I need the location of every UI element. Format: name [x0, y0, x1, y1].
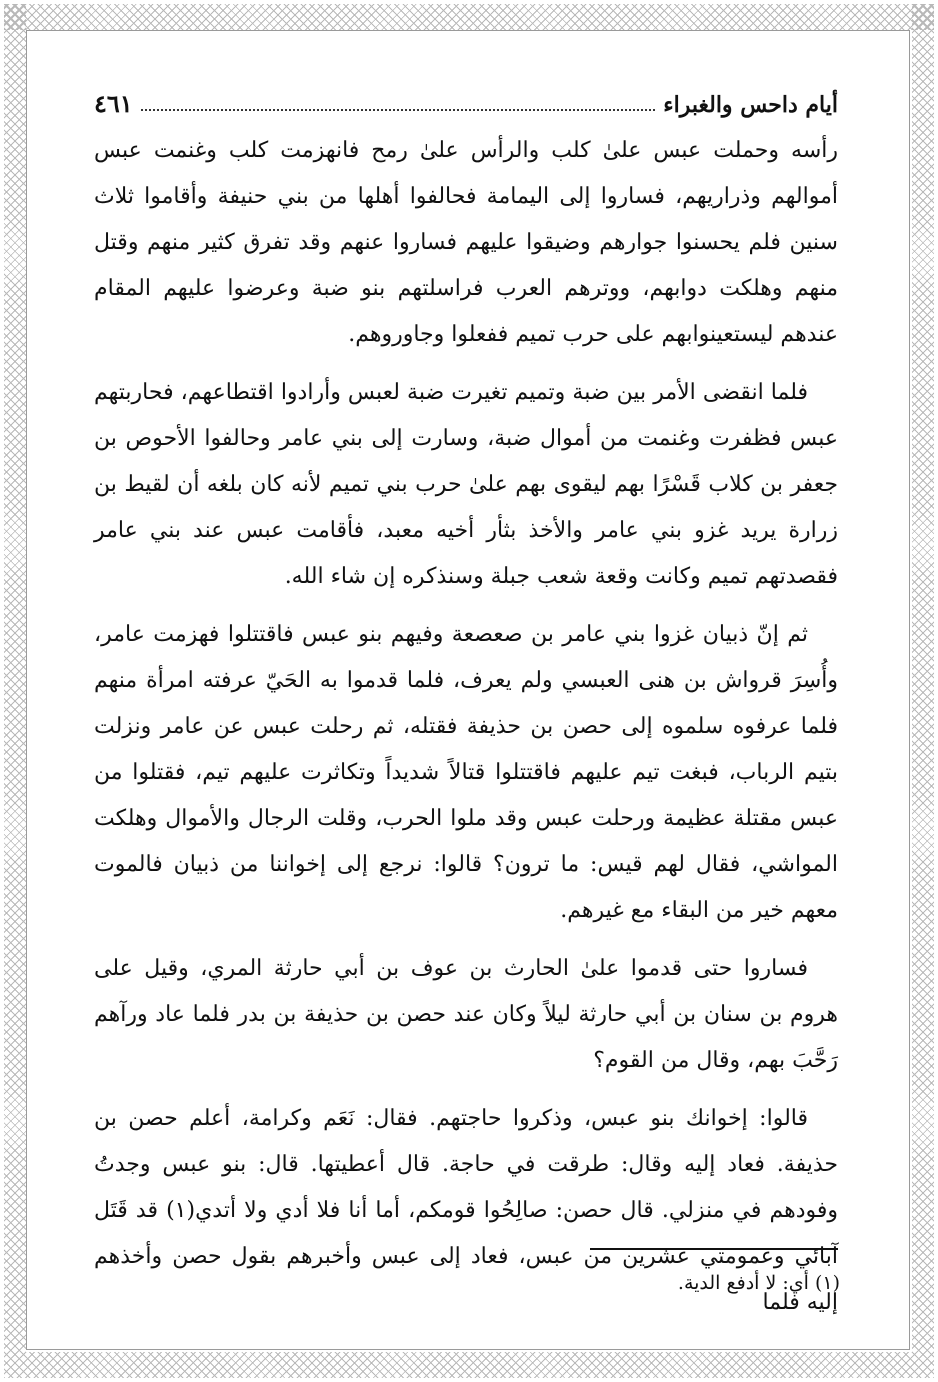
- page-number: ٤٦١: [94, 89, 133, 118]
- header-dot-leader: [141, 109, 656, 111]
- decorative-border-bottom: [4, 1352, 934, 1378]
- paragraph: فساروا حتى قدموا علىٰ الحارث بن عوف بن أبي حارثة المري، وقيل على هروم بن سنان بن أبي حارثة ليلاً وكان عند حصن بن حذيفة بن بدر فلما عاد ورآهم رَحَّبَ بهم، وقال من القوم؟: [94, 956, 838, 1073]
- main-text: [94, 128, 838, 1326]
- decorative-border-top: [4, 4, 934, 30]
- page-header: [94, 84, 838, 118]
- paragraph: قالوا: إخوانك بنو عبس، وذكروا حاجتهم. فقال: نَعَم وكرامة، أعلم حصن بن حذيفة. فعاد إليه وقال: طرقت في حاجة. قال أعطيتها. قال: بنو عبس وجدتُ وفودهم في منزلي. قال حصن: صالِحُوا قومكم، أما أنا فلا أدي ولا أتدي(١) قد قَتَل آبائي وعمومتي عشرين من عبس، فعاد إلى عبس وأخبرهم بقول حصن وأخذهم إليه فلما: [94, 1106, 839, 1315]
- paragraph: رأسه وحملت عبس علىٰ كلب والرأس علىٰ رمح فانهزمت كلب وغنمت عبس أموالهم وذراريهم، فساروا إلى اليمامة فحالفوا أهلها من بني حنيفة وأقاموا ثلاث سنين فلم يحسنوا جوارهم وضيقوا عليهم فساروا عنهم وقد تفرق كثير منهم وقتل منهم وهلكت دوابهم، ووترهم العرب فراسلتهم بنو ضبة وعرضوا عليهم المقام عندهم ليستعينوابهم على حرب تميم ففعلوا وجاوروهم.: [94, 138, 838, 347]
- paragraph: فلما انقضى الأمر بين ضبة وتميم تغيرت ضبة لعبس وأرادوا اقتطاعهم، فحاربتهم عبس فظفرت وغنمت من أموال ضبة، وسارت إلى بني عامر وحالفوا الأحوص بن جعفر بن كلاب قَسْرًا بهم ليقوى بهم علىٰ حرب بني تميم لأنه كان بلغه أن لقيط بن زرارة يريد غزو بني عامر والأخذ بثأر أخيه معبد، فأقامت عبس عند بني عامر فقصدتهم تميم وكانت وقعة شعب جبلة وسنذكره إن شاء الله.: [94, 380, 838, 589]
- footnote-separator: [590, 1248, 838, 1250]
- decorative-border-left: [4, 4, 26, 1378]
- running-title: أيام داحس والغبراء: [663, 92, 838, 118]
- paragraph: ثم إنّ ذبيان غزوا بني عامر بن صعصعة وفيهم بنو عبس فاقتتلوا فهزمت عامر، وأُسِرَ قرواش بن هنى العبسي ولم يعرف، فلما قدموا به الحَيّ عرفته امرأة منهم فلما عرفوه سلموه إلى حصن بن حذيفة فقتله، ثم رحلت عبس عن عامر ونزلت بتيم الرباب، فبغت تيم عليهم فاقتتلوا قتالاً شديداً وتكاثرت عليهم تيم، فقتلوا من عبس مقتلة عظيمة ورحلت عبس وقد ملوا الحرب، وقلت الرجال والأموال وهلكت المواشي، فقال لهم قيس: ما ترون؟ قالوا: نرجع إلى إخواننا من ذبيان فالموت معهم خير من البقاء مع غيرهم.: [94, 622, 838, 923]
- decorative-border-right: [912, 4, 934, 1378]
- footnote: (١) أي: لا أدفع الدية.: [677, 1272, 840, 1294]
